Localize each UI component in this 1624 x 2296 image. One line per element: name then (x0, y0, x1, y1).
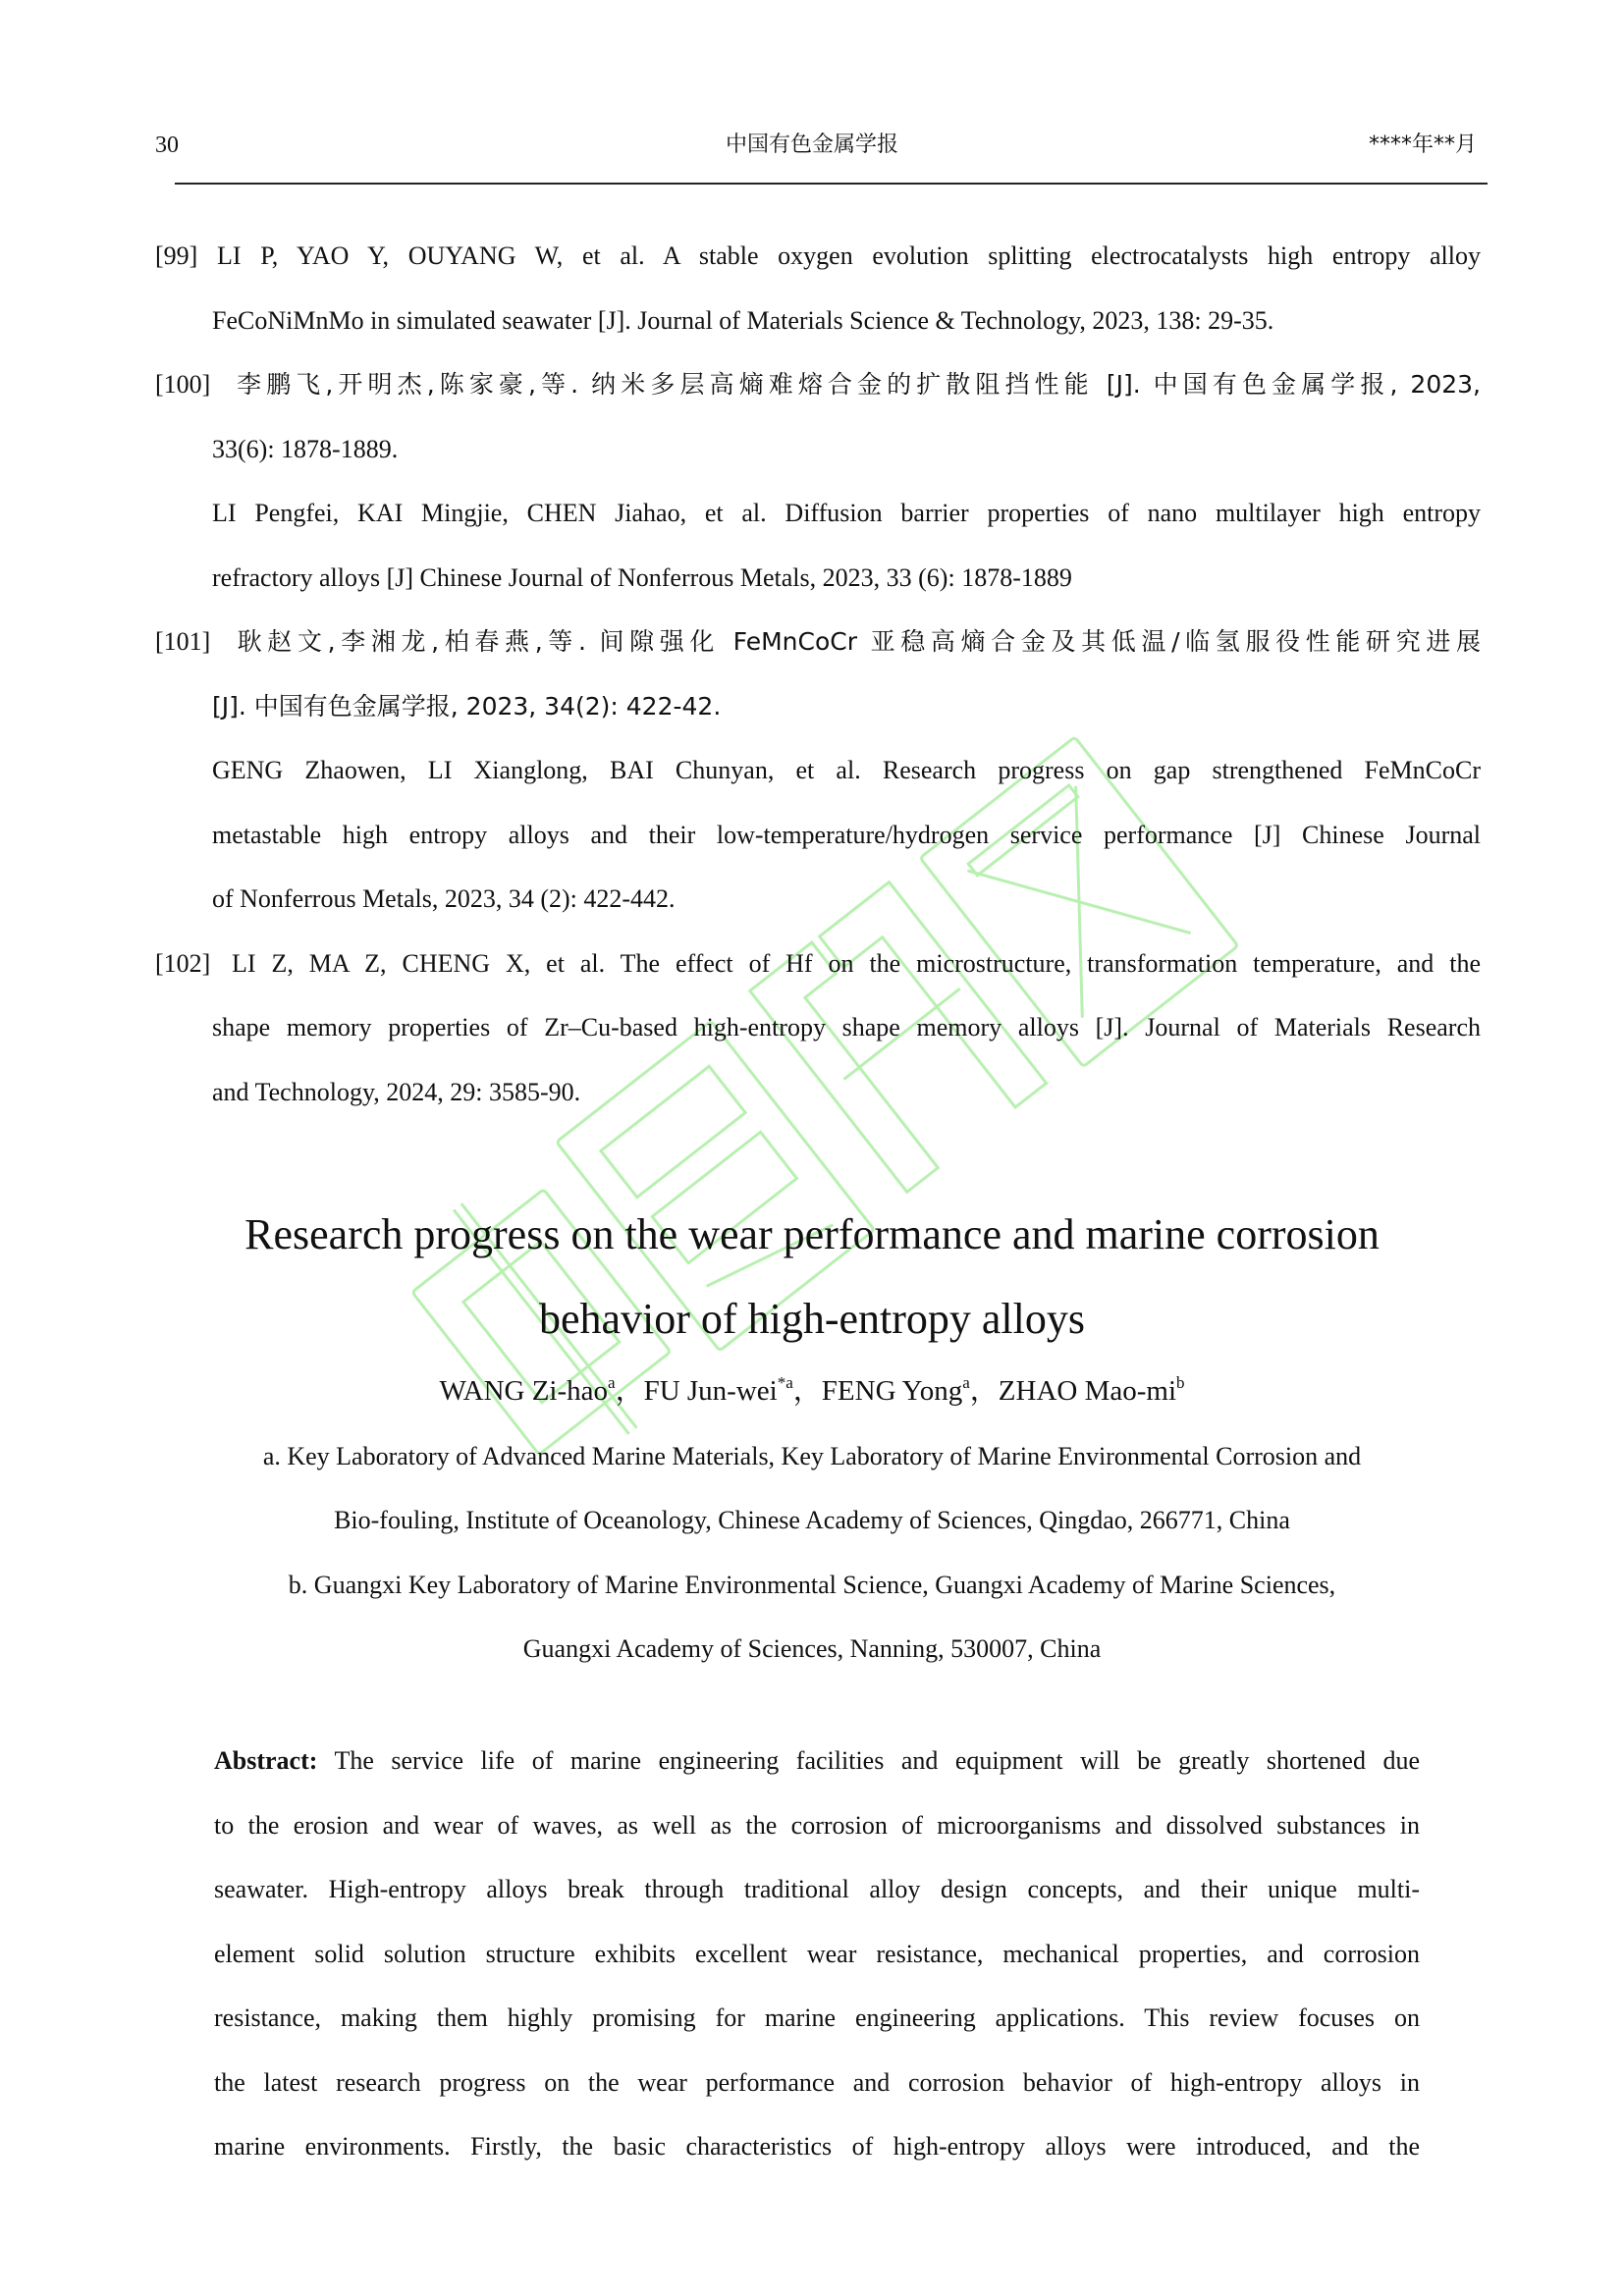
reference-99 (155, 224, 1481, 352)
reference-line: FeCoNiMnMo in simulated seawater [J]. Journal of Materials Science & Technology, 2023, 138: 29-35. (212, 305, 1274, 335)
abstract-text: The service life of marine engineering facilities and equipment will be greatly shortened due (334, 1746, 1420, 1775)
abstract-label: Abstract: (214, 1746, 318, 1775)
affiliation-line: b. Guangxi Key Laboratory of Marine Environmental Science, Guangxi Academy of Marine Sciences, (288, 1571, 1336, 1599)
reference-label: [100] (155, 370, 211, 399)
reference-line (155, 610, 1481, 674)
abstract-line: resistance, making them highly promising for marine engineering applications. This review focuses on (214, 2003, 1420, 2032)
reference-text: LI P, YAO Y, OUYANG W, et al. A stable oxygen evolution splitting electrocatalysts high entropy alloy (217, 241, 1481, 270)
reference-label: [99] (155, 241, 198, 270)
author-name: FENG Yong (821, 1375, 963, 1407)
header-rule (175, 183, 1488, 185)
abstract (214, 1729, 1420, 2179)
author-affiliation-mark: a (962, 1373, 970, 1392)
reference-text: 耿赵文,李湘龙,柏春燕,等. 间隙强化 FeMnCoCr 亚稳高熵合金及其低温/临氢服役性能研究进展 (232, 627, 1481, 656)
reference-label: [102] (155, 948, 211, 978)
reference-line (155, 932, 1481, 996)
author-name: FU Jun-wei (643, 1375, 778, 1407)
author-separator: ， (969, 1375, 999, 1407)
reference-line: [J]. 中国有色金属学报, 2023, 34(2): 422-42. (212, 691, 722, 721)
article-title-line-1: Research progress on the wear performance and marine corrosion (244, 1210, 1380, 1258)
reference-102 (155, 932, 1481, 1125)
reference-line: metastable high entropy alloys and their low-temperature/hydrogen service performance [J] Chinese Journal (212, 820, 1481, 849)
reference-label: [101] (155, 627, 211, 656)
author-separator: ， (792, 1375, 822, 1407)
author-affiliation-mark: *a (777, 1373, 793, 1392)
reference-line: shape memory properties of Zr–Cu-based high-entropy shape memory alloys [J]. Journal of Materials Research (212, 1013, 1481, 1041)
reference-list (155, 224, 1481, 1124)
author-list (0, 1366, 1624, 1415)
reference-101 (155, 610, 1481, 932)
reference-line: 33(6): 1878-1889. (212, 434, 399, 463)
reference-100 (155, 352, 1481, 610)
abstract-line: to the erosion and wear of waves, as well as the corrosion of microorganisms and dissolved substances in (214, 1810, 1420, 1840)
author-affiliation-mark: b (1176, 1373, 1185, 1392)
reference-line (155, 352, 1481, 417)
reference-text: LI Z, MA Z, CHENG X, et al. The effect of Hf on the microstructure, transformation temperature, and the (232, 948, 1481, 978)
reference-line: and Technology, 2024, 29: 3585-90. (212, 1077, 581, 1106)
author-name: WANG Zi-hao (439, 1375, 609, 1407)
reference-line: GENG Zhaowen, LI Xianglong, BAI Chunyan, et al. Research progress on gap strengthened FeMnCoCr (212, 756, 1481, 784)
reference-line: LI Pengfei, KAI Mingjie, CHEN Jiahao, et al. Diffusion barrier properties of nano multilayer high entropy (212, 499, 1481, 527)
affiliation-line: a. Key Laboratory of Advanced Marine Materials, Key Laboratory of Marine Environmental Corrosion and (262, 1442, 1362, 1470)
abstract-line: seawater. High-entropy alloys break through traditional alloy design concepts, and their unique multi- (214, 1875, 1420, 1903)
affiliation-line: Bio-fouling, Institute of Oceanology, Chinese Academy of Sciences, Qingdao, 266771, China (334, 1506, 1290, 1534)
abstract-line: marine environments. Firstly, the basic characteristics of high-entropy alloys were introduced, and the (214, 2132, 1420, 2161)
reference-text: 李鹏飞,开明杰,陈家豪,等. 纳米多层高熵难熔合金的扩散阻挡性能 [J]. 中国有色金属学报, 2023, (232, 370, 1481, 399)
author-separator: ， (615, 1375, 644, 1407)
reference-line: refractory alloys [J] Chinese Journal of Nonferrous Metals, 2023, 33 (6): 1878-1889 (212, 562, 1072, 592)
article-title-line-2: behavior of high-entropy alloys (539, 1295, 1085, 1343)
reference-line: of Nonferrous Metals, 2023, 34 (2): 422-442. (212, 884, 676, 913)
abstract-line: element solid solution structure exhibits excellent wear resistance, mechanical properties, and corrosion (214, 1939, 1420, 1968)
affiliation-line: Guangxi Academy of Sciences, Nanning, 530007, China (522, 1634, 1102, 1663)
abstract-line: the latest research progress on the wear performance and corrosion behavior of high-entropy alloys in (214, 2067, 1420, 2097)
abstract-line (214, 1729, 1420, 1793)
page-number: 30 (155, 133, 179, 158)
author-affiliation-mark: a (608, 1373, 616, 1392)
issue-date: ****年**月 (1368, 133, 1477, 157)
author-name: ZHAO Mao-mi (998, 1375, 1177, 1407)
reference-line (155, 224, 1481, 289)
journal-name: 中国有色金属学报 (725, 133, 898, 157)
